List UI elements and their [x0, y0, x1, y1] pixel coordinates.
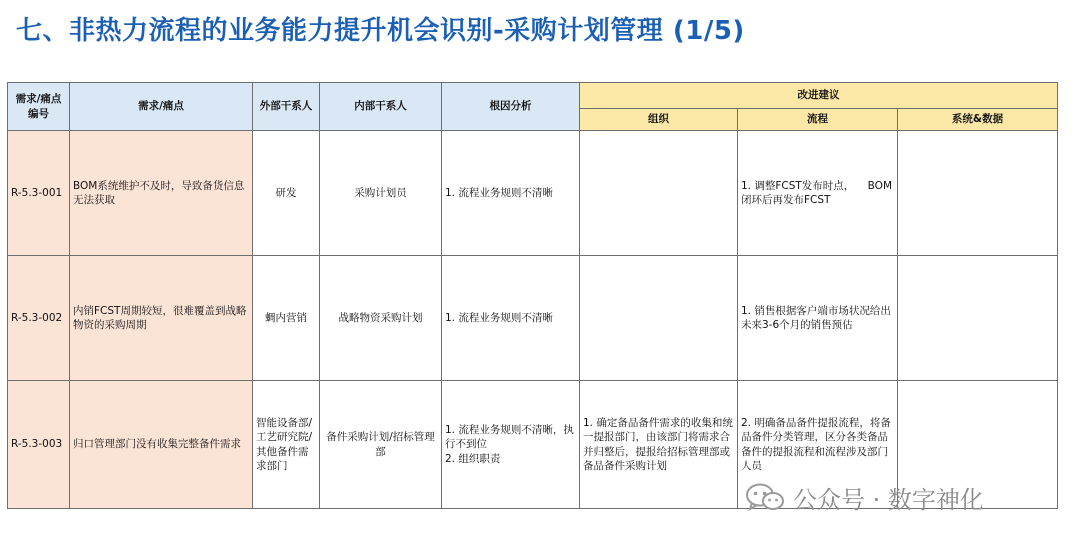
header-root-cause: 根因分析 — [442, 83, 580, 131]
header-internal: 内部干系人 — [320, 83, 442, 131]
row-id: R-5.3-001 — [8, 131, 70, 256]
row-id: R-5.3-002 — [8, 256, 70, 381]
table-row — [8, 131, 1058, 256]
row-root-cause: 1. 流程业务规则不清晰，执行不到位 2. 组织职责 — [442, 381, 580, 509]
table-row — [8, 256, 1058, 381]
row-process: 1. 销售根据客户端市场状况给出未来3-6个月的销售预估 — [738, 256, 898, 381]
row-internal: 采购计划员 — [320, 131, 442, 256]
row-pain: 归口管理部门没有收集完整备件需求 — [70, 381, 253, 509]
row-pain: 内销FCST周期较短，很难覆盖到战略物资的采购周期 — [70, 256, 253, 381]
row-internal: 战略物资采购计划 — [320, 256, 442, 381]
header-pain: 需求/痛点 — [70, 83, 253, 131]
row-system — [898, 131, 1058, 256]
watermark — [745, 480, 984, 514]
header-system: 系统&数据 — [898, 109, 1058, 131]
row-external: 智能设备部/工艺研究院/其他备件需求部门 — [253, 381, 320, 509]
row-root-cause: 1. 流程业务规则不清晰 — [442, 256, 580, 381]
watermark-text: 公众号 · 数字神化 — [793, 485, 984, 514]
page-title: 七、非热力流程的业务能力提升机会识别-采购计划管理 (1/5) — [16, 16, 745, 46]
header-org: 组织 — [580, 109, 738, 131]
header-process: 流程 — [738, 109, 898, 131]
header-external: 外部干系人 — [253, 83, 320, 131]
row-org — [580, 256, 738, 381]
row-org — [580, 131, 738, 256]
row-id: R-5.3-003 — [8, 381, 70, 509]
row-external: 研发 — [253, 131, 320, 256]
row-root-cause: 1. 流程业务规则不清晰 — [442, 131, 580, 256]
row-pain: BOM系统维护不及时，导致备货信息无法获取 — [70, 131, 253, 256]
header-improvement: 改进建议 — [580, 83, 1058, 109]
header-row-1 — [8, 83, 1058, 109]
requirements-table — [7, 82, 1058, 509]
row-process: 1. 调整FCST发布时点， BOM闭环后再发布FCST — [738, 131, 898, 256]
header-id: 需求/痛点编号 — [8, 83, 70, 131]
row-process: 2. 明确备品备件提报流程，将备品备件分类管理，区分各类备品备件的提报流程和流程涉及部门人员 — [738, 381, 898, 509]
row-internal: 备件采购计划/招标管理部 — [320, 381, 442, 509]
row-org: 1. 确定备品备件需求的收集和统一提报部门，由该部门将需求合并归整后，提报给招标管理部或备品备件采购计划 — [580, 381, 738, 509]
row-system — [898, 256, 1058, 381]
wechat-icon — [745, 482, 785, 512]
row-external: 蜩内营销 — [253, 256, 320, 381]
